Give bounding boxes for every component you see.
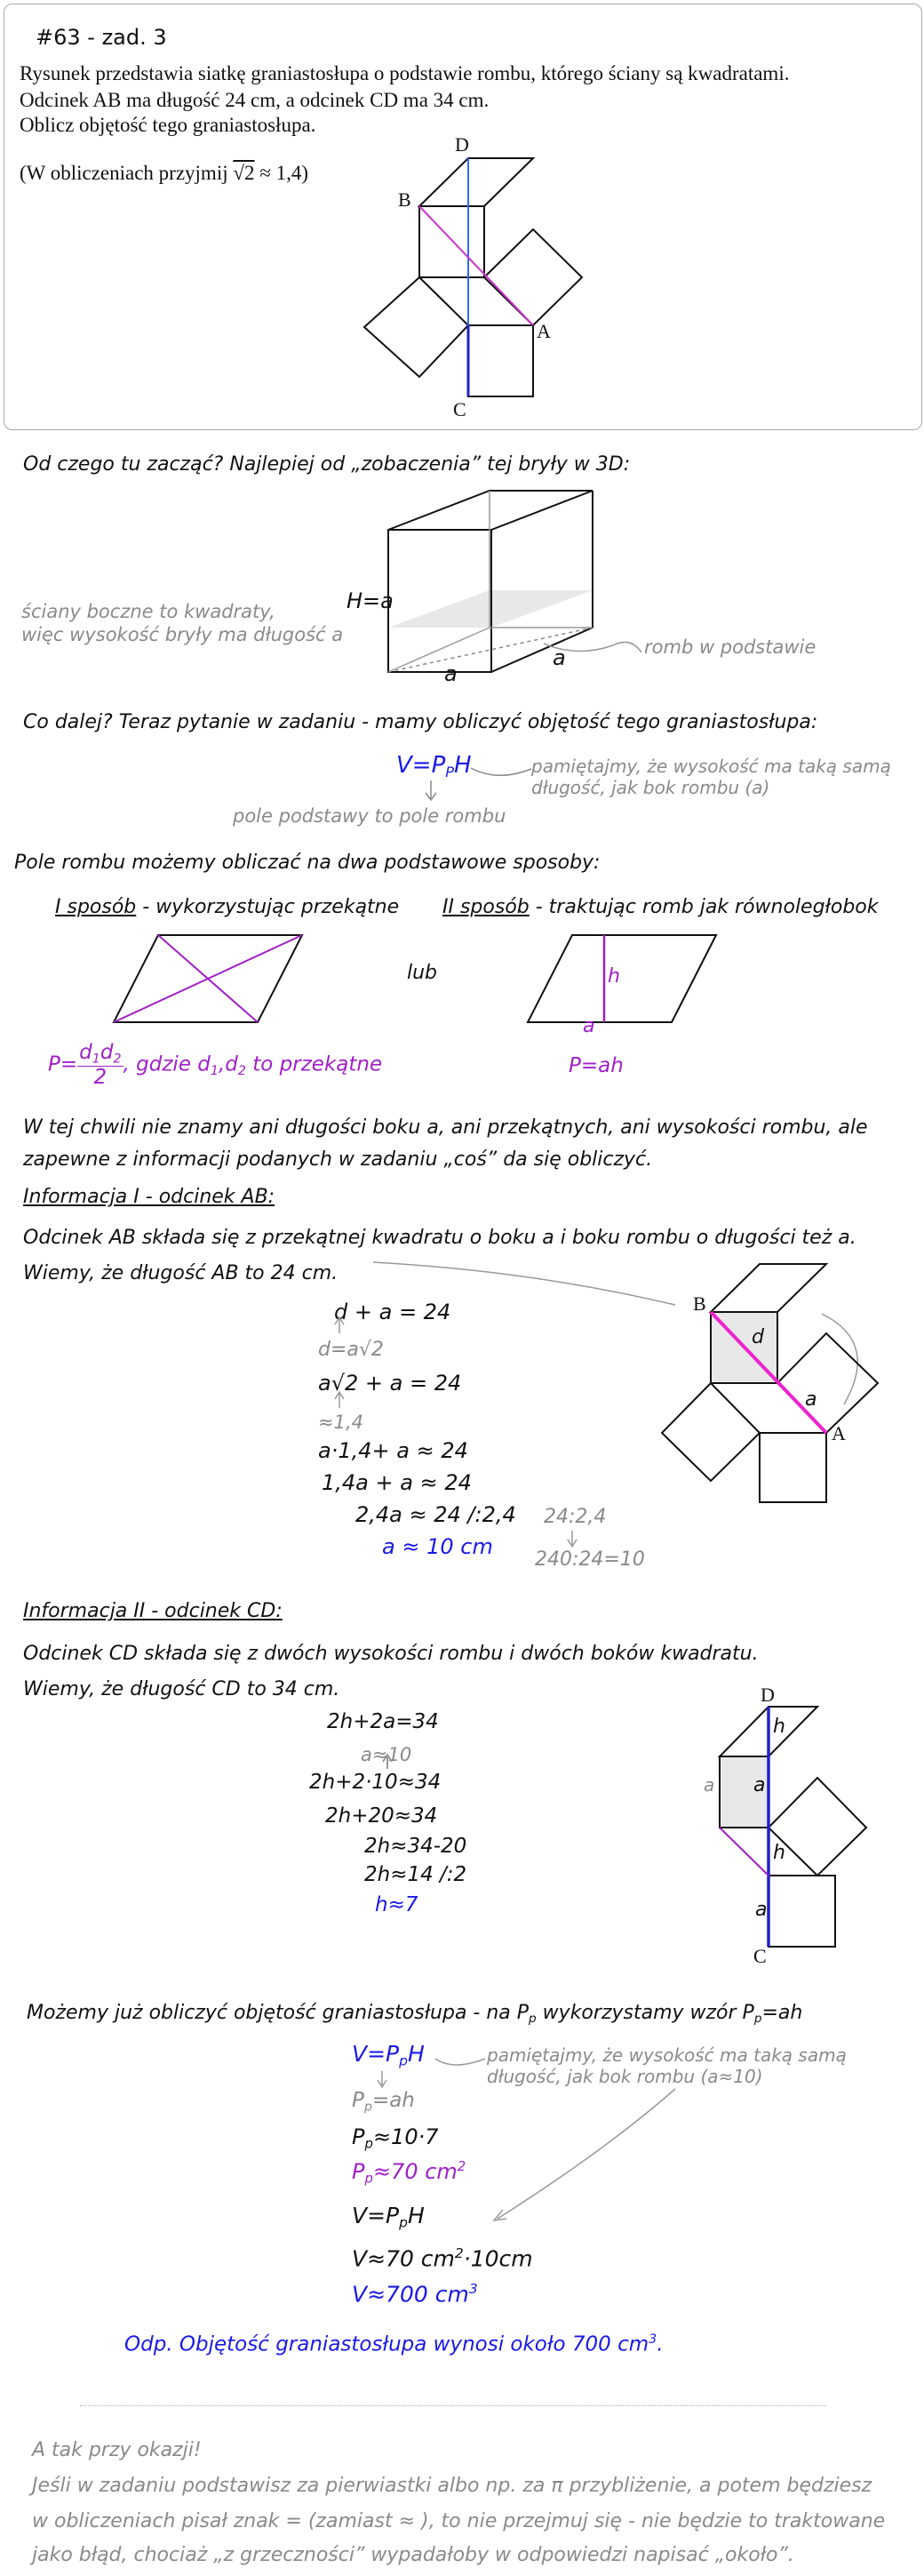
info2-label-a-gray: a	[704, 1774, 715, 1796]
label-B: B	[398, 188, 411, 211]
area-title: Pole rombu możemy obliczać na dwa podstawowe sposoby:	[14, 852, 601, 874]
info2-eq-7: h≈7	[375, 1893, 418, 1916]
info2-label-D: D	[761, 1684, 775, 1706]
info1-eq-2: d=a√2	[318, 1339, 384, 1361]
h-label: H=a	[346, 588, 394, 613]
info1-label-A: A	[832, 1422, 846, 1444]
volume-intro: Możemy już obliczyć objętość graniastosłupa - na $P_p$ wykorzystamy wzór $P_p=ah$	[27, 2002, 803, 2027]
volume-formula: $V=P_PH$	[396, 752, 472, 780]
info2-label-a-mid: a	[753, 1774, 766, 1796]
info1-line-1: Odcinek AB składa się z przekątnej kwadratu o boku a i boku rombu o długości też a.	[23, 1227, 856, 1249]
info2-line-2: Wiemy, że długość CD to 34 cm.	[23, 1678, 340, 1700]
answer: Odp. Objętość graniastosłupa wynosi około 700 $cm^3$.	[124, 2332, 664, 2356]
info1-label-d: d	[752, 1326, 764, 1348]
a-label-bottom: a	[444, 661, 458, 686]
rhombus-a: a	[583, 1015, 595, 1037]
task-line-3: Oblicz objętość tego graniastosłupa.	[20, 114, 316, 136]
info1-eq-1: d + a = 24	[334, 1300, 451, 1324]
aside-line-2: Jeśli w zadaniu podstawisz za pierwiastki albo np. za π przybliżenie, a potem będziesz	[32, 2475, 872, 2497]
next-question: Co dalej? Teraz pytanie w zadaniu - mamy obliczyć objętość tego graniastosłupa:	[23, 711, 818, 733]
info2-eq-5: 2h≈34-20	[364, 1835, 467, 1858]
area-formula-2: P=ah	[569, 1054, 624, 1077]
task-number: #63 - zad. 3	[36, 25, 167, 50]
vol-f5: $V=P_pH$	[352, 2203, 425, 2231]
rhombus-note: romb w podstawie	[644, 636, 816, 658]
info2-line-1: Odcinek CD składa się z dwóch wysokości rombu i dwóch boków kwadratu.	[23, 1643, 759, 1665]
info1-eq-5: a·1,4+ a ≈ 24	[318, 1438, 468, 1463]
vol-f7: V≈700 $cm^3$	[352, 2281, 478, 2308]
info1-eq-8: a ≈ 10 cm	[382, 1534, 493, 1559]
vol-f4: $P_p\approx 70$ $cm^2$	[352, 2158, 466, 2187]
info2-heading: Informacja II - odcinek CD:	[23, 1600, 283, 1622]
vol-f3: $P_p\approx 10\cdot 7$	[352, 2124, 439, 2152]
vol-f6: V≈70 $cm^2\cdot 10cm$	[352, 2245, 533, 2272]
side-note-2: więc wysokość bryły ma długość a	[21, 624, 344, 645]
aside-line-1: A tak przy okazji!	[32, 2439, 202, 2461]
or-label: lub	[407, 962, 438, 984]
info1-side-2: 240:24=10	[535, 1548, 645, 1571]
info2-eq-4: 2h+20≈34	[325, 1804, 438, 1828]
info2-eq-3: 2h+2·10≈34	[309, 1771, 442, 1794]
next-note-1: pamiętajmy, że wysokość ma taką samą	[531, 756, 891, 777]
aside-line-4: jako błąd, chociaż „z grzeczności” wypadałoby w odpowiedzi napisać „około”.	[32, 2544, 794, 2566]
info1-label-a: a	[805, 1388, 817, 1411]
info2-label-a-bot: a	[755, 1899, 768, 1921]
info2-label-C: C	[753, 1945, 767, 1967]
info1-side-1: 24:2,4	[544, 1506, 607, 1528]
a-label-side: a	[553, 645, 566, 670]
info1-eq-7: 2,4a ≈ 24 /:2,4	[355, 1502, 516, 1527]
base-note: pole podstawy to pole rombu	[233, 805, 506, 827]
divider	[80, 2405, 826, 2406]
task-hint: (W obliczeniach przyjmij √2 ≈ 1,4)	[20, 162, 309, 184]
info1-eq-4: ≈1,4	[318, 1412, 363, 1433]
info1-line-2: Wiemy, że długość AB to 24 cm.	[23, 1262, 339, 1284]
label-D: D	[455, 133, 469, 156]
area-formula-1: P= $\frac{d_1d_2}{2}$ , gdzie $d_1,d_2$ to przekątne	[48, 1041, 383, 1090]
way-2: II sposób - traktując romb jak równoległobok	[442, 896, 879, 918]
vol-note-2: długość, jak bok rombu (a≈10)	[487, 2066, 763, 2087]
vol-f2: $P_p=ah$	[352, 2089, 415, 2115]
info2-label-h-bot: h	[773, 1842, 785, 1864]
rhombus-h: h	[608, 965, 620, 988]
task-line-2: Odcinek AB ma długość 24 cm, a odcinek CD ma 34 cm.	[20, 89, 490, 111]
info2-eq-1: 2h+2a=34	[327, 1710, 439, 1733]
unknown-line-1: W tej chwili nie znamy ani długości boku a, ani przekątnych, ani wysokości rombu, ale	[23, 1116, 868, 1139]
unknown-line-2: zapewne z informacji podanych w zadaniu „coś” da się obliczyć.	[23, 1148, 653, 1171]
info2-label-h-top: h	[773, 1716, 785, 1738]
info1-eq-6: 1,4a + a ≈ 24	[322, 1470, 472, 1495]
next-note-2: długość, jak bok rombu (a)	[531, 777, 770, 798]
label-A: A	[537, 320, 551, 342]
info2-eq-2: a≈10	[361, 1744, 412, 1765]
side-note-1: ściany boczne to kwadraty,	[21, 601, 275, 622]
info1-eq-3: a√2 + a = 24	[318, 1371, 462, 1396]
aside-line-3: w obliczeniach pisał znak = (zamiast ≈ ), to nie przejmuj się - nie będzie to traktowane	[32, 2510, 886, 2532]
way-1: I sposób - wykorzystując przekątne	[55, 896, 400, 918]
intro-start: Od czego tu zacząć? Najlepiej od „zobaczenia” tej bryły w 3D:	[23, 453, 631, 476]
task-line-1: Rysunek przedstawia siatkę graniastosłupa o podstawie rombu, którego ściany są kwadratami.	[20, 62, 790, 84]
label-C: C	[453, 398, 466, 420]
info1-label-B: B	[693, 1292, 706, 1315]
vol-f1: $V=P_pH$	[352, 2041, 425, 2069]
info2-eq-6: 2h≈14 /:2	[364, 1863, 467, 1886]
info1-heading: Informacja I - odcinek AB:	[23, 1186, 275, 1208]
vol-note-1: pamiętajmy, że wysokość ma taką samą	[487, 2044, 847, 2066]
